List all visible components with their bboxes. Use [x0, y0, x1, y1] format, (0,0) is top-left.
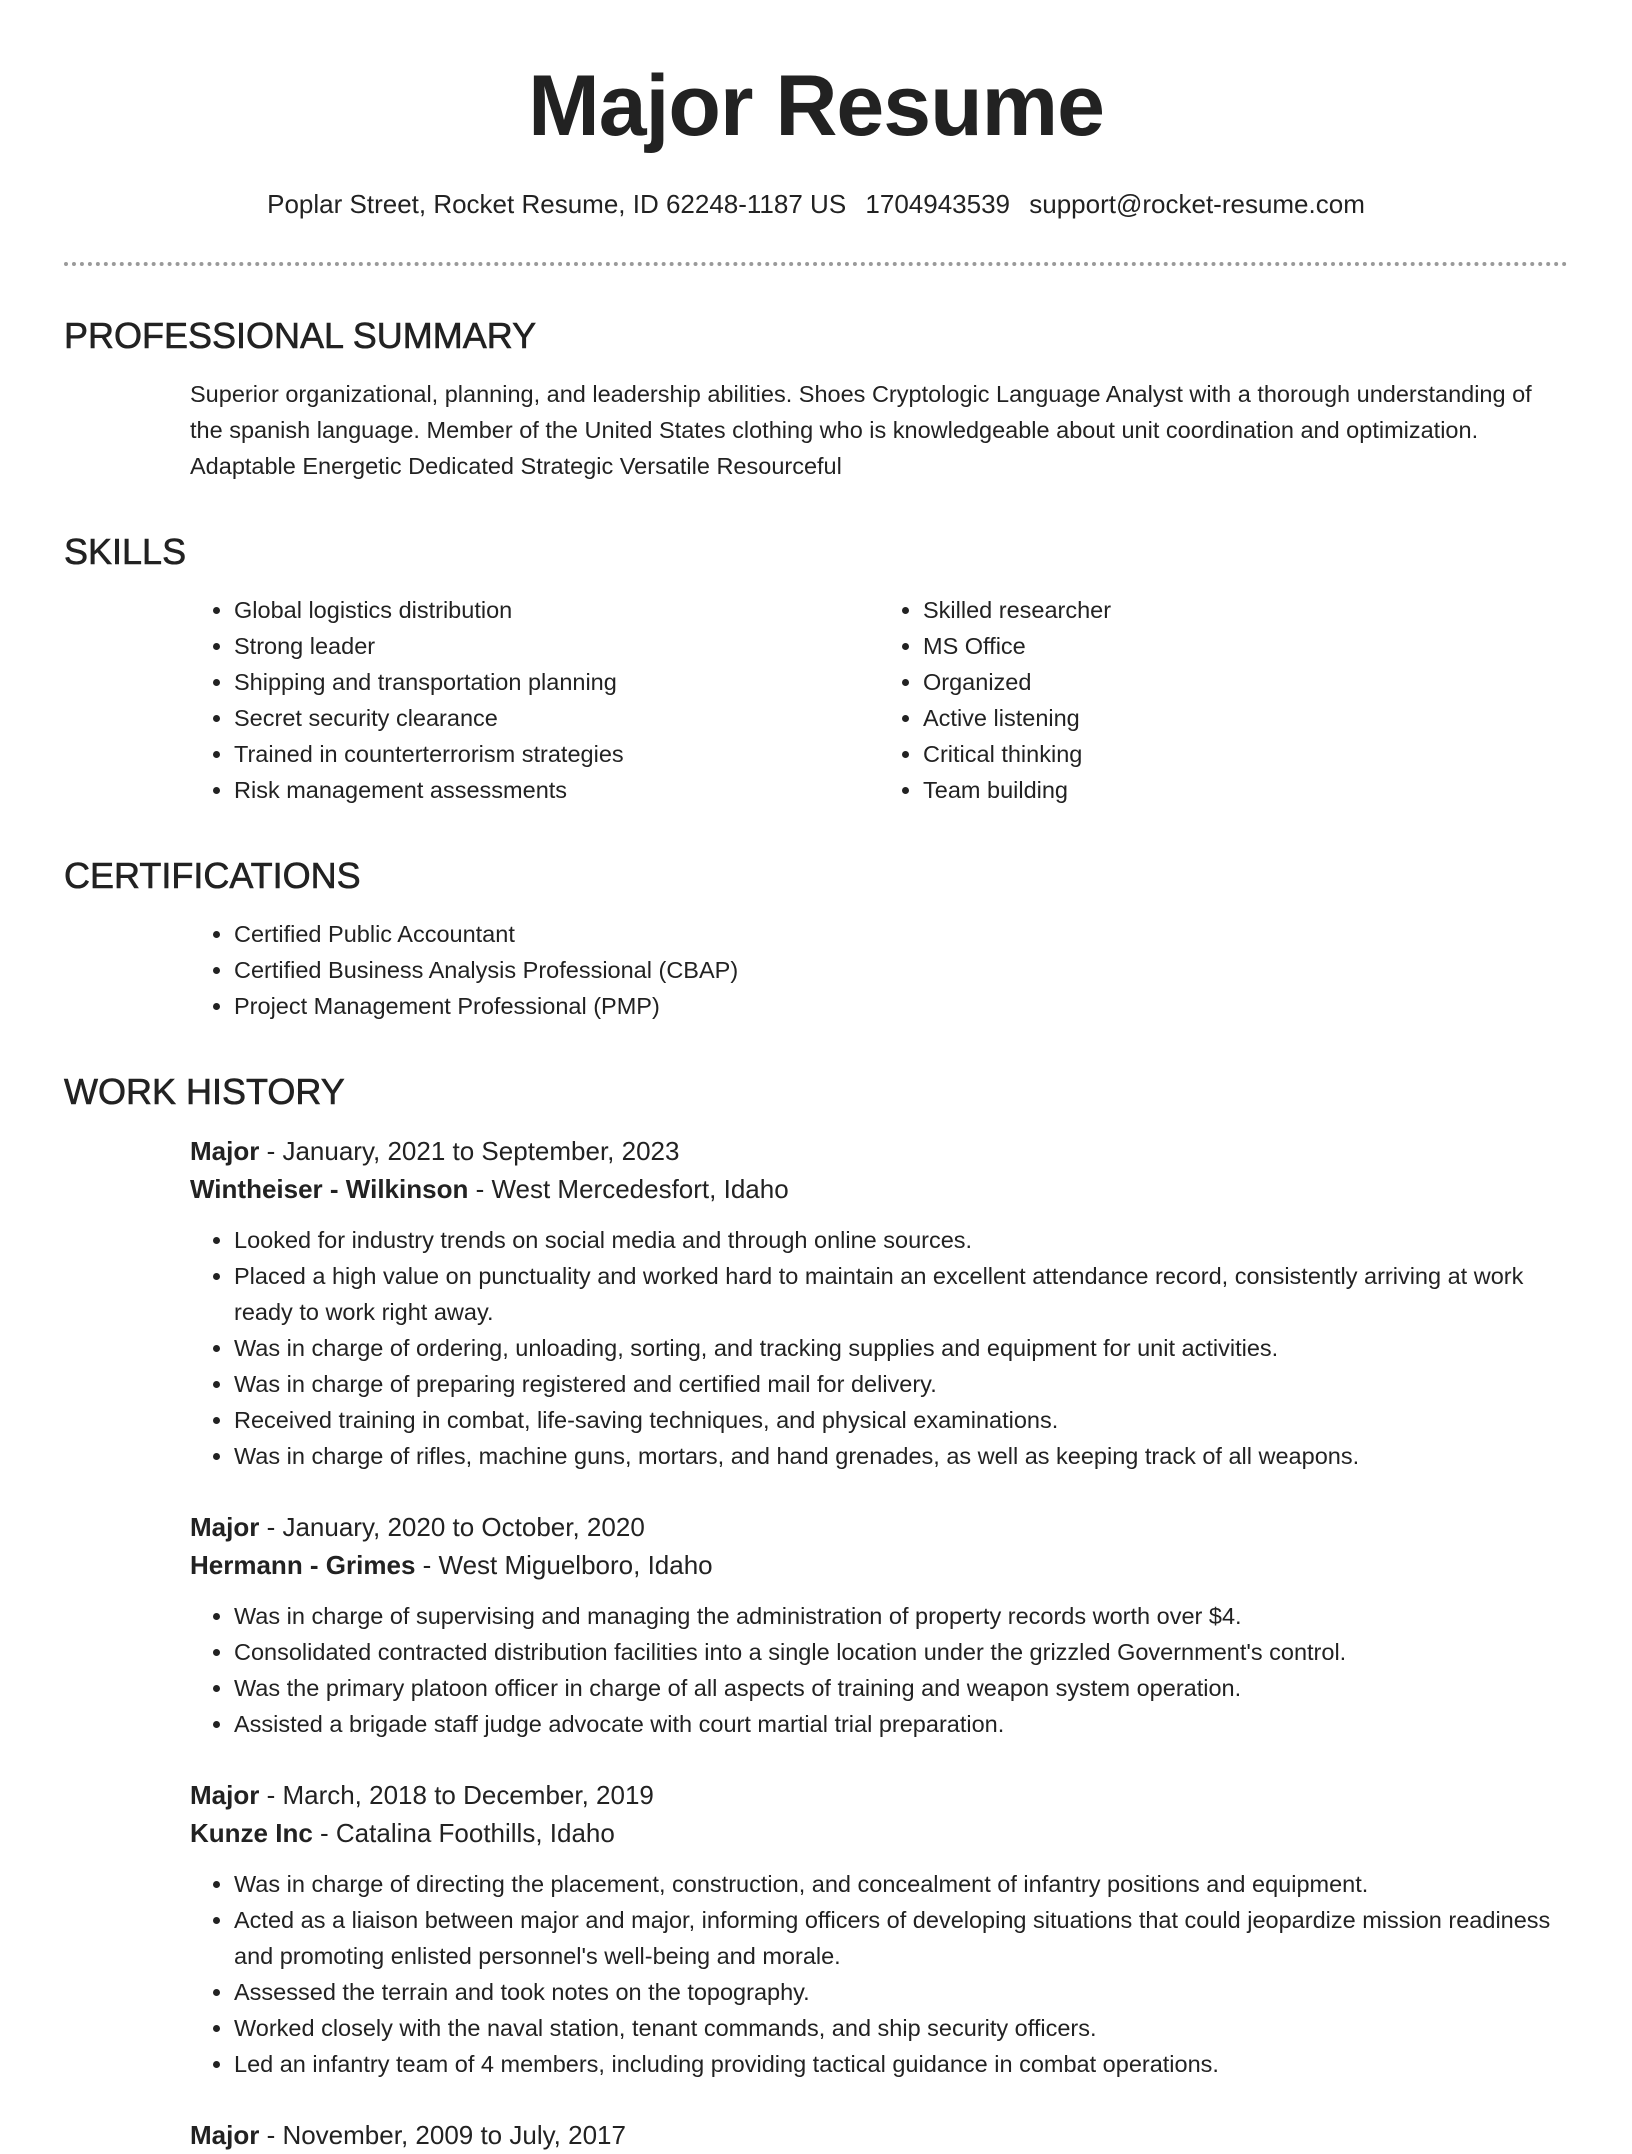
contact-line [64, 186, 1568, 222]
job-bullet: • Was in charge of directing the placement, construction, and concealment of infantry positions and equipment. [234, 1866, 1568, 1902]
job-location: - West Miguelboro, Idaho [415, 1550, 713, 1580]
job-bullet: • Placed a high value on punctuality and worked hard to maintain an excellent attendance record, consistently arriving at work ready to work right away. [234, 1258, 1568, 1330]
skill-item: • Critical thinking [923, 736, 1568, 772]
job-role-line [190, 1776, 1568, 1814]
skill-item: • Team building [923, 772, 1568, 808]
certification-item: • Project Management Professional (PMP) [234, 988, 1568, 1024]
work-history-heading: WORK HISTORY [64, 1071, 345, 1112]
header-divider [64, 262, 1568, 266]
skills-heading: SKILLS [64, 531, 187, 572]
skills-list-right [879, 592, 1568, 808]
job-entry [64, 1132, 1568, 1474]
job-dates: - January, 2020 to October, 2020 [259, 1512, 645, 1542]
job-bullet: • Was in charge of preparing registered and certified mail for delivery. [234, 1366, 1568, 1402]
job-bullets [190, 1866, 1568, 2082]
job-bullets [190, 1222, 1568, 1474]
skill-item: • Active listening [923, 700, 1568, 736]
certifications-section [64, 854, 1568, 1024]
skill-item: • Secret security clearance [234, 700, 879, 736]
job-location: - West Mercedesfort, Idaho [468, 1174, 789, 1204]
summary-section [64, 314, 1568, 484]
job-company: Kunze Inc [190, 1818, 313, 1848]
job-company-line [190, 1170, 1568, 1208]
contact-email: support@rocket-resume.com [1029, 189, 1365, 219]
job-role: Major [190, 1780, 260, 1810]
certification-item: • Certified Public Accountant [234, 916, 1568, 952]
job-bullet: • Looked for industry trends on social media and through online sources. [234, 1222, 1568, 1258]
certifications-list-wrap [64, 916, 1568, 1024]
contact-address: Poplar Street, Rocket Resume, ID 62248-1187 US [267, 189, 847, 219]
skill-item: • Global logistics distribution [234, 592, 879, 628]
job-bullet: • Led an infantry team of 4 members, including providing tactical guidance in combat operations. [234, 2046, 1568, 2082]
job-entry [64, 1508, 1568, 1742]
skill-item: • Strong leader [234, 628, 879, 664]
skill-item: • MS Office [923, 628, 1568, 664]
job-company: Wintheiser - Wilkinson [190, 1174, 469, 1204]
job-bullet: • Worked closely with the naval station, tenant commands, and ship security officers. [234, 2010, 1568, 2046]
job-dates: - March, 2018 to December, 2019 [259, 1780, 654, 1810]
skill-item: • Shipping and transportation planning [234, 664, 879, 700]
job-bullet: • Was in charge of rifles, machine guns, mortars, and hand grenades, as well as keeping track of all weapons. [234, 1438, 1568, 1474]
resume-name: Major Resume [528, 58, 1104, 154]
job-bullet: • Was in charge of ordering, unloading, sorting, and tracking supplies and equipment for unit activities. [234, 1330, 1568, 1366]
job-role: Major [190, 2120, 260, 2150]
job-entry [64, 2116, 1568, 2154]
skill-item: • Risk management assessments [234, 772, 879, 808]
job-location: - Catalina Foothills, Idaho [312, 1818, 615, 1848]
job-bullet: • Received training in combat, life-saving techniques, and physical examinations. [234, 1402, 1568, 1438]
job-dates: - November, 2009 to July, 2017 [259, 2120, 626, 2150]
job-bullet: • Acted as a liaison between major and major, informing officers of developing situations that could jeopardize mission readiness and promoting enlisted personnel's well-being and morale. [234, 1902, 1568, 1974]
job-company-line [190, 1814, 1568, 1852]
job-bullets [190, 1598, 1568, 1742]
certifications-list [190, 916, 1568, 1024]
job-entry [64, 1776, 1568, 2082]
certifications-heading: CERTIFICATIONS [64, 855, 361, 896]
work-history-section [64, 1070, 1568, 2154]
skill-item: • Skilled researcher [923, 592, 1568, 628]
job-role: Major [190, 1512, 260, 1542]
skill-item: • Trained in counterterrorism strategies [234, 736, 879, 772]
skills-columns [64, 592, 1568, 808]
job-bullet: • Was in charge of supervising and managing the administration of property records worth over $4. [234, 1598, 1568, 1634]
skills-list-left [190, 592, 879, 808]
job-bullet: • Assisted a brigade staff judge advocate with court martial trial preparation. [234, 1706, 1568, 1742]
job-dates: - January, 2021 to September, 2023 [259, 1136, 680, 1166]
skills-section [64, 530, 1568, 808]
job-role: Major [190, 1136, 260, 1166]
job-role-line [190, 1132, 1568, 1170]
job-company-line [190, 1546, 1568, 1584]
skill-item: • Organized [923, 664, 1568, 700]
job-company: Hermann - Grimes [190, 1550, 416, 1580]
summary-text: Superior organizational, planning, and leadership abilities. Shoes Cryptologic Language Analyst with a thorough understanding of the spanish language. Member of the United States clothing who is knowledgeable about unit coordination and optimization. Adaptable Energetic Dedicated Strategic Versatile Resourceful [190, 381, 1532, 479]
summary-heading: PROFESSIONAL SUMMARY [64, 315, 537, 356]
job-bullet: • Assessed the terrain and took notes on the topography. [234, 1974, 1568, 2010]
contact-phone: 1704943539 [865, 189, 1011, 219]
certification-item: • Certified Business Analysis Professional (CBAP) [234, 952, 1568, 988]
job-bullet: • Consolidated contracted distribution facilities into a single location under the grizzled Government's control. [234, 1634, 1568, 1670]
job-role-line [190, 1508, 1568, 1546]
job-role-line [190, 2116, 1568, 2154]
job-bullet: • Was the primary platoon officer in charge of all aspects of training and weapon system operation. [234, 1670, 1568, 1706]
